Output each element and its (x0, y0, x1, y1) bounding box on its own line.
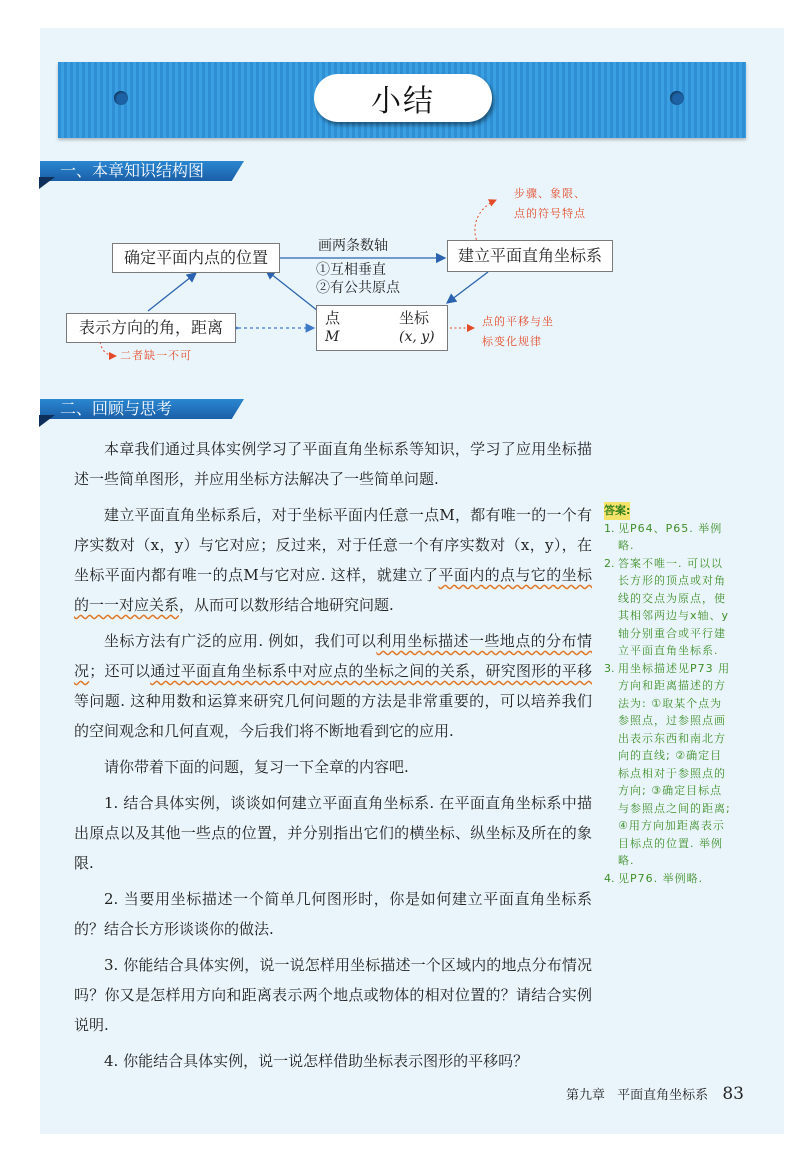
question-3: 3. 你能结合具体实例，说一说怎样用坐标描述一个区域内的地点分布情况吗？你又是怎样用方向和距离表示两个地点或物体的相对位置的？请结合实例说明. (74, 956, 592, 1034)
section-heading-review (40, 396, 244, 422)
arrow-system-to-coord (447, 272, 488, 303)
page-number: 83 (722, 1084, 744, 1104)
axes-title: 画两条数轴 (318, 238, 388, 254)
answer-item: 3. 用坐标描述见P73 用方向和距离描述的方法为: ①取某个点为参照点，过参照点画出表示东西和南北方向的直线; ②确定目标点相对于参照点的方向; ③确定目标点与参照点之间的距离; ④用方向加距离表示目标点的位置. 举例略. (604, 661, 731, 867)
box-build-coordinate-system: 建立平面直角坐标系 (447, 240, 613, 272)
answer-sidebar (604, 502, 734, 887)
page-title: 小结 (314, 74, 492, 122)
paragraph-review-prompt: 请你带着下面的问题，复习一下全章的内容吧. (104, 758, 409, 776)
note-steps: 步骤、象限、 点的符号特点 (514, 187, 586, 220)
footer-chapter: 第九章 (566, 1088, 606, 1103)
paragraph-intro: 本章我们通过具体实例学习了平面直角坐标系等知识，学习了应用坐标描述一些简单图形，并应用坐标方法解决了一些简单问题. (74, 440, 592, 488)
axes-condition-perpendicular: ①互相垂直 (316, 262, 386, 278)
point-label: 点 (325, 309, 341, 327)
review-body (74, 434, 592, 1076)
coordinate-label: 坐标 (399, 309, 430, 327)
section-heading-review-label: 二、回顾与思考 (60, 399, 173, 418)
box-direction-distance: 表示方向的角，距离 (66, 313, 236, 343)
answer-item: 1. 见P64、P65. 举例略. (604, 521, 723, 552)
box-determine-position: 确定平面内点的位置 (112, 243, 280, 273)
paragraph-applications: 坐标方法有广泛的应用. 例如，我们可以利用坐标描述一些地点的分布情况；还可以通过平面直角坐标系中对应点的坐标之间的关系，研究图形的平移等问题. 这种用数和运算来研究几何问题的方法是非常重要的，可以培养我们的空间观念和几何直观，今后我们将不断地看到它的应用. (74, 632, 592, 740)
page-footer (566, 1084, 744, 1104)
note-translation: 点的平移与坐 标变化规律 (482, 315, 554, 348)
question-2: 2. 当要用坐标描述一个简单几何图形时，你是如何建立平面直角坐标系的？结合长方形谈谈你的做法. (74, 890, 592, 938)
answer-item: 2. 答案不唯一. 可以以长方形的顶点或对角线的交点为原点，使其相邻两边与x轴、y轴分别重合或平行建立平面直角坐标系. (604, 556, 730, 657)
footer-chapter-title: 平面直角坐标系 (617, 1088, 709, 1103)
note-arrow-both (100, 342, 116, 356)
note-both-required: 二者缺一不可 (120, 349, 192, 362)
coordinate-symbol: (x, y) (399, 329, 435, 345)
arrow-point-to-position (266, 270, 318, 311)
answer-item: 4. 见P76. 举例略. (604, 871, 704, 885)
axes-condition-origin: ②有公共原点 (316, 280, 400, 296)
point-symbol: M (325, 329, 340, 345)
paragraph-correspondence: 建立平面直角坐标系后，对于坐标平面内任意一点M，都有唯一的一个有序实数对（x，y）与它对应；反过来，对于任意一个有序实数对（x，y），在坐标平面内都有唯一的点M与它对应. 这样，就建立了平面内的点与它的坐标的一一对应关系，从而可以数形结合地研究问题. (74, 506, 592, 614)
section-heading-structure-label: 一、本章知识结构图 (60, 161, 205, 180)
arrow-direction-to-position (148, 273, 196, 311)
box-point-coordinate (316, 305, 448, 351)
question-4: 4. 你能结合具体实例，说一说怎样借助坐标表示图形的平移吗？ (104, 1052, 529, 1070)
note-arrow-steps (475, 200, 496, 244)
answer-heading: 答案: (604, 502, 630, 520)
question-1: 1. 结合具体实例，谈谈如何建立平面直角坐标系. 在平面直角坐标系中描出原点以及其他一些点的位置，并分别指出它们的横坐标、纵坐标及所在的象限. (74, 794, 592, 872)
